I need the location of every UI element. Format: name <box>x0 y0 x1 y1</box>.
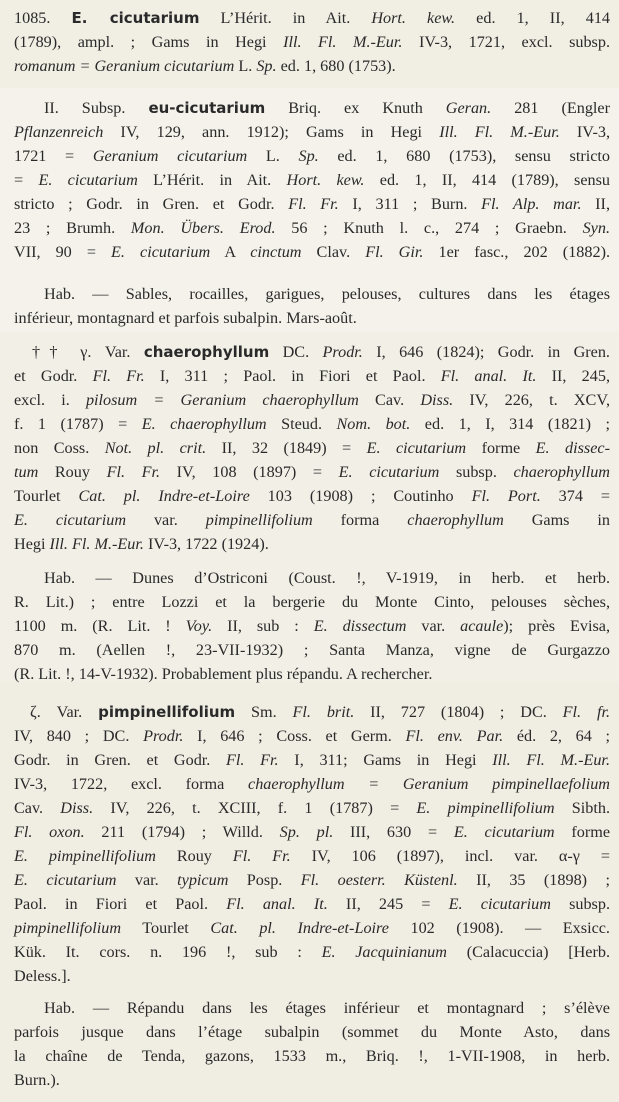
italic-run: E. dissectum <box>313 617 407 635</box>
text-run: ed. 1, 680 (1753). <box>276 57 396 75</box>
italic-run: Fl. Fr. <box>232 847 291 865</box>
text-run: 102 (1908). — Exsicc. <box>388 919 610 937</box>
text-run: ed. 1, I, 314 (1821) ; <box>410 415 610 433</box>
text-run: II, <box>581 195 610 213</box>
text-line <box>14 892 610 916</box>
text-run: 1085. <box>14 9 72 27</box>
italic-run: Fl. oesterr. Küstenl. <box>300 871 458 889</box>
italic-run: Geran. <box>445 99 492 117</box>
text-run: Tourlet <box>14 487 79 505</box>
text-run: R. Lit.) ; entre Lozzi et la bergerie du Monte Cinto, pelouses sèches, <box>14 593 610 611</box>
text-run: inférieur, montagnard et parfois subalpin. Mars-août. <box>14 309 357 327</box>
italic-run: Cat. pl. Indre-et-Loire <box>78 487 250 505</box>
text-run: A <box>210 243 251 261</box>
text-line <box>14 412 610 436</box>
text-run: Rouy <box>155 847 233 865</box>
italic-run: cinctum <box>250 243 302 261</box>
italic-run: E. cicutarium <box>338 463 440 481</box>
italic-run: Not. pl. crit. <box>104 439 207 457</box>
text-run: Clav. <box>301 243 366 261</box>
text-line <box>14 772 610 796</box>
italic-run: Geranium cicutarium <box>92 147 248 165</box>
text-run: la chaîne de Tenda, gazons, 1533 m., Briq. !, 1-VII-1908, in herb. <box>14 1047 610 1065</box>
text-run: var. <box>406 617 461 635</box>
italic-run: Fl. anal. It. <box>226 895 328 913</box>
text-line <box>14 120 610 144</box>
text-run: non Coss. <box>14 439 105 457</box>
italic-run: Cat. pl. Indre-et-Loire <box>210 919 389 937</box>
text-run: 1100 m. (R. Lit. ! <box>14 617 186 635</box>
text-run: Cav. <box>14 799 61 817</box>
text-line <box>44 566 610 590</box>
italic-run: Ill. Fl. M.-Eur. <box>283 33 403 51</box>
text-line <box>14 168 610 192</box>
text-line <box>14 748 610 772</box>
text-run: Deless.]. <box>14 967 71 985</box>
text-run: L. <box>234 57 257 75</box>
text-line <box>14 916 610 940</box>
text-run: III, 630 = <box>333 823 454 841</box>
text-run: Briq. ex Knuth <box>265 99 446 117</box>
text-line <box>14 436 610 460</box>
italic-run: chaerophyllum <box>407 511 504 529</box>
italic-run: chaerophyllum <box>513 463 610 481</box>
text-run: IV, 226, t. XCV, <box>453 391 610 409</box>
text-run: Hegi <box>14 535 50 553</box>
text-run: Hab. — Dunes d’Ostriconi (Coust. !, V-1919, in herb. et herb. <box>44 569 610 587</box>
text-run: II, 35 (1898) ; <box>457 871 610 889</box>
taxon-name: pimpinellifolium <box>98 703 236 721</box>
text-run: IV, 106 (1897), incl. var. α-γ = <box>290 847 610 865</box>
italic-run: Prodr. <box>322 343 363 361</box>
italic-run: Fl. Port. <box>471 487 541 505</box>
text-line <box>14 1044 610 1068</box>
italic-run: pimpinellifolium <box>14 919 122 937</box>
italic-run: Fl. fr. <box>562 703 611 721</box>
text-run: 23 ; Brumh. <box>14 219 131 237</box>
italic-run: E. Jacquinianum <box>321 943 447 961</box>
text-run: Tourlet <box>121 919 211 937</box>
text-line <box>44 96 610 120</box>
text-line <box>14 240 610 264</box>
text-line <box>14 638 610 662</box>
italic-run: Fl. Fr. <box>226 751 279 769</box>
text-run: DC. <box>269 343 323 361</box>
text-line <box>32 340 610 364</box>
text-run: II, 32 (1849) = <box>206 439 367 457</box>
italic-run: Fl. Fr. <box>288 195 339 213</box>
italic-run: Pflanzenreich <box>14 123 104 141</box>
text-line <box>14 964 610 988</box>
italic-run: Fl. oxon. <box>14 823 85 841</box>
text-run: (Calacuccia) [Herb. <box>446 943 611 961</box>
text-run: I, 646 (1824); Godr. in Gren. <box>362 343 610 361</box>
italic-run: Syn. <box>582 219 610 237</box>
text-line <box>14 144 610 168</box>
text-run: Steud. <box>266 415 337 433</box>
text-line <box>14 192 610 216</box>
text-run: IV-3, <box>559 123 611 141</box>
text-run: IV, 108 (1897) = <box>160 463 339 481</box>
text-run: Sm. <box>235 703 293 721</box>
text-run: forma <box>312 511 408 529</box>
text-run: I, 311; Gams in Hegi <box>278 751 493 769</box>
italic-run: Fl. Fr. <box>92 367 145 385</box>
text-line <box>14 460 610 484</box>
italic-run: Prodr. <box>143 727 184 745</box>
italic-run: romanum = Geranium cicutarium <box>14 57 235 75</box>
italic-run: Sp. pl. <box>279 823 334 841</box>
text-run: I, 311 ; Burn. <box>338 195 482 213</box>
text-run: var. <box>126 511 206 529</box>
italic-run: Nom. bot. <box>336 415 411 433</box>
text-run: L’Hérit. in Ait. <box>199 9 372 27</box>
italic-run: typicum <box>177 871 229 889</box>
text-line <box>14 1068 610 1092</box>
text-run: IV-3, 1722, excl. forma <box>14 775 249 793</box>
italic-run: Hort. kew. <box>371 9 456 27</box>
text-run: éd. 2, 64 ; <box>503 727 611 745</box>
italic-run: E. cicutarium <box>453 823 555 841</box>
text-run: 103 (1908) ; Coutinho <box>249 487 472 505</box>
italic-run: Sp. <box>298 147 319 165</box>
text-run: = <box>14 171 39 189</box>
text-line <box>14 868 610 892</box>
text-run: et Godr. <box>14 367 93 385</box>
text-run: ζ. Var. <box>30 703 99 721</box>
italic-run: Fl. Gir. <box>365 243 424 261</box>
italic-run: acaule <box>460 617 504 635</box>
text-run: parfois jusque dans l’étage subalpin (sommet du Monte Asto, dans <box>14 1023 610 1041</box>
text-run: IV, 129, ann. 1912); Gams in Hegi <box>103 123 440 141</box>
taxon-name: E. cicutarium <box>71 9 200 27</box>
text-run: IV-3, 1722 (1924). <box>143 535 269 553</box>
text-line <box>14 796 610 820</box>
text-line <box>14 388 610 412</box>
text-run: f. 1 (1787) = <box>14 415 142 433</box>
italic-run: Sp. <box>256 57 277 75</box>
text-run: L’Hérit. in Ait. <box>137 171 287 189</box>
italic-run: Mon. Übers. Erod. <box>130 219 276 237</box>
text-run: 1er fasc., 202 (1882). <box>423 243 611 261</box>
text-run: VII, 90 = <box>14 243 112 261</box>
italic-run: E. dissec- <box>535 439 610 457</box>
italic-run: Hort. kew. <box>286 171 365 189</box>
text-line <box>14 844 610 868</box>
text-run: II, 727 (1804) ; DC. <box>354 703 563 721</box>
text-run: Paol. in Fiori et Paol. <box>14 895 227 913</box>
text-run: 211 (1794) ; Willd. <box>84 823 280 841</box>
italic-run: E. cicutarium <box>38 171 138 189</box>
italic-run: E. chaerophyllum <box>141 415 267 433</box>
text-run: Hab. — Sables, rocailles, garigues, pelouses, cultures dans les étages <box>44 285 610 303</box>
taxon-name: eu-cicutarium <box>148 99 266 117</box>
text-run: (R. Lit. !, 14-V-1932). Probablement plus répandu. A rechercher. <box>14 665 433 683</box>
italic-run: E. cicutarium <box>14 511 127 529</box>
text-run: 374 = <box>540 487 610 505</box>
italic-run: E. cicutarium <box>111 243 211 261</box>
text-run: subsp. <box>439 463 514 481</box>
text-run: Burn.). <box>14 1071 60 1089</box>
taxon-name: chaerophyllum <box>143 343 270 361</box>
italic-run: Fl. brit. <box>292 703 355 721</box>
text-line <box>14 364 610 388</box>
italic-run: E. cicutarium <box>14 871 117 889</box>
italic-run: E. cicutarium <box>366 439 467 457</box>
text-line <box>14 1020 610 1044</box>
italic-run: Fl. env. Par. <box>405 727 504 745</box>
text-run: forme <box>554 823 611 841</box>
text-line <box>14 940 610 964</box>
text-run: ); près Evisa, <box>503 617 611 635</box>
text-run: Godr. in Gren. et Godr. <box>14 751 227 769</box>
italic-run: chaerophyllum = Geranium pimpinellaefolium <box>248 775 610 793</box>
text-run: 870 m. (Aellen !, 23-VII-1932) ; Santa Manza, vigne de Gurgazzo <box>14 641 610 659</box>
text-line <box>14 306 610 330</box>
text-line <box>14 614 610 638</box>
text-line <box>14 590 610 614</box>
text-run: II, 245 = <box>327 895 449 913</box>
text-run: stricto ; Godr. in Gren. et Godr. <box>14 195 289 213</box>
text-run: I, 311 ; Paol. in Fiori et Paol. <box>144 367 441 385</box>
text-run: Posp. <box>228 871 301 889</box>
text-run: IV-3, 1721, excl. subsp. <box>402 33 611 51</box>
text-run: L. <box>247 147 299 165</box>
text-run: 56 ; Knuth l. c., 274 ; Graebn. <box>275 219 583 237</box>
text-line <box>14 508 610 532</box>
italic-run: tum <box>14 463 39 481</box>
text-run: II, 245, <box>536 367 610 385</box>
text-run: IV, 840 ; DC. <box>14 727 144 745</box>
text-line <box>14 820 610 844</box>
italic-run: Ill. Fl. M.-Eur. <box>492 751 610 769</box>
text-run: Sibth. <box>554 799 610 817</box>
text-line <box>44 996 610 1020</box>
text-line <box>14 30 610 54</box>
text-run: ed. 1, II, 414 <box>455 9 611 27</box>
text-line <box>14 662 610 686</box>
text-run: subsp. <box>550 895 610 913</box>
italic-run: Voy. <box>185 617 213 635</box>
italic-run: Fl. Fr. <box>106 463 161 481</box>
text-run: excl. i. <box>14 391 86 409</box>
text-line <box>30 700 610 724</box>
italic-run: E. pimpinellifolium <box>416 799 555 817</box>
italic-run: E. cicutarium <box>448 895 551 913</box>
text-run: Rouy <box>38 463 107 481</box>
italic-run: Diss. <box>60 799 94 817</box>
text-line <box>14 54 610 78</box>
text-run: II, sub : <box>212 617 314 635</box>
text-run: 281 (Engler <box>491 99 610 117</box>
text-line <box>14 484 610 508</box>
text-run: Gams in <box>503 511 611 529</box>
text-run: Cav. <box>358 391 421 409</box>
text-run: Kük. It. cors. n. 196 !, sub : <box>14 943 322 961</box>
italic-run: Fl. Alp. mar. <box>481 195 582 213</box>
text-run: (1789), ampl. ; Gams in Hegi <box>14 33 284 51</box>
italic-run: pimpinellifolium <box>205 511 313 529</box>
text-run: I, 646 ; Coss. et Germ. <box>183 727 406 745</box>
italic-run: Diss. <box>420 391 454 409</box>
text-line <box>14 532 610 556</box>
text-run: Hab. — Répandu dans les étages inférieur et montagnard ; s’élève <box>44 999 610 1017</box>
text-run: ed. 1, II, 414 (1789), sensu <box>364 171 610 189</box>
text-run: var. <box>116 871 178 889</box>
italic-run: pilosum = Geranium chaerophyllum <box>85 391 359 409</box>
text-line <box>44 282 610 306</box>
text-run: 1721 = <box>14 147 93 165</box>
italic-run: Ill. Fl. M.-Eur. <box>49 535 144 553</box>
italic-run: Ill. Fl. M.-Eur. <box>439 123 560 141</box>
text-run: IV, 226, t. XCIII, f. 1 (1787) = <box>93 799 417 817</box>
text-line <box>14 6 610 30</box>
text-run: ed. 1, 680 (1753), sensu stricto <box>318 147 610 165</box>
italic-run: E. pimpinellifolium <box>14 847 156 865</box>
text-line <box>14 216 610 240</box>
italic-run: Fl. anal. It. <box>440 367 537 385</box>
text-line <box>14 724 610 748</box>
text-run: †† γ. Var. <box>32 343 144 361</box>
text-run: II. Subsp. <box>44 99 149 117</box>
text-run: forme <box>466 439 536 457</box>
